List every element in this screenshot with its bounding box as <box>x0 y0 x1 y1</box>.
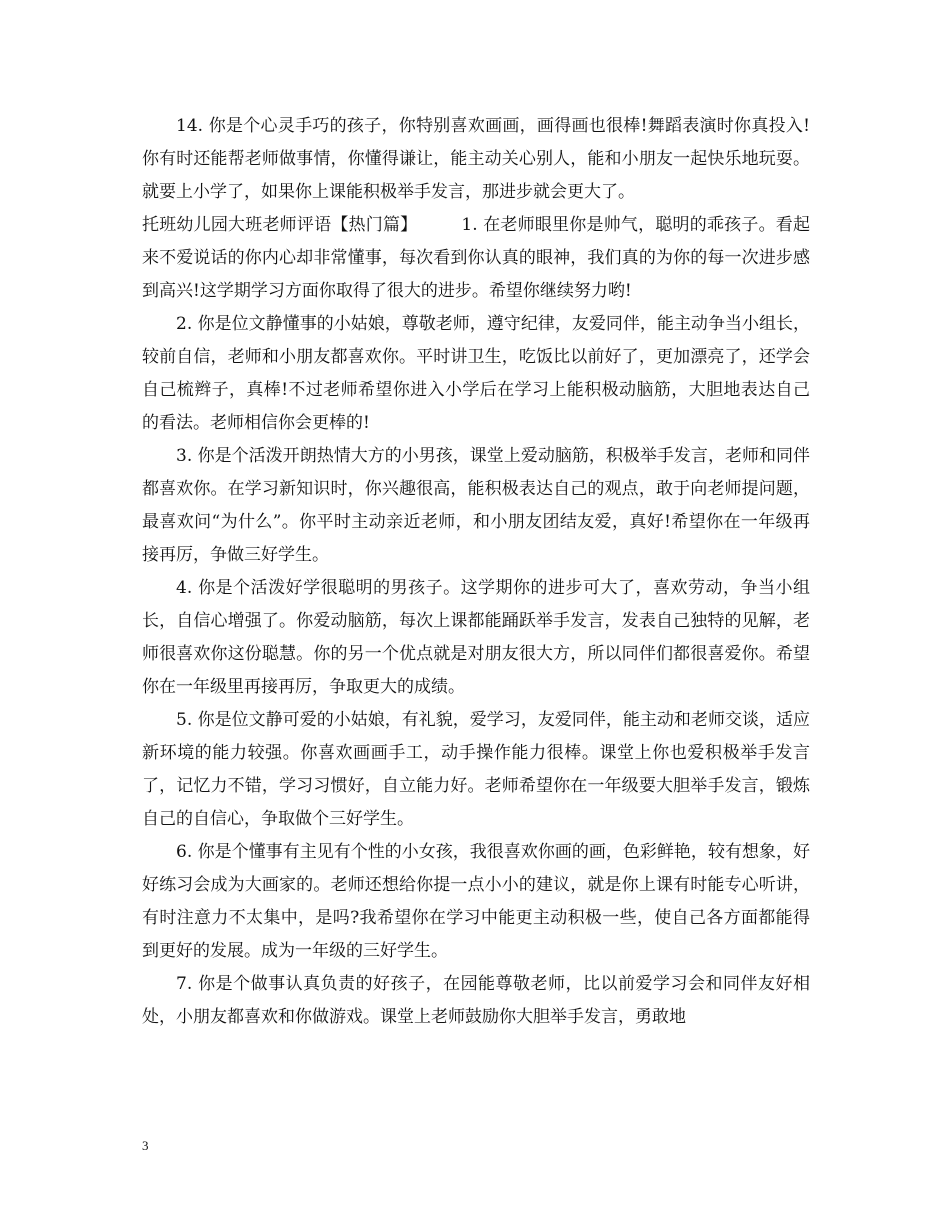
paragraph-3: 3. 你是个活泼开朗热情大方的小男孩，课堂上爱动脑筋，积极举手发言，老师和同伴都喜欢你。在学习新知识时，你兴趣很高，能积极表达自己的观点，敢于向老师提问题，最喜欢问“为什么”。你平时主动亲近老师，和小朋友团结友爱，真好!希望你在一年级再接再厉，争做三好学生。 <box>142 446 810 565</box>
section-heading: 托班幼儿园大班老师评语【热门篇】 <box>142 215 418 235</box>
paragraph-1: 1. 在老师眼里你是帅气，聪明的乖孩子。看起来不爱说话的你内心却非常懂事，每次看到你认真的眼神，我们真的为你的每一次进步感到高兴!这学期学习方面你取得了很大的进步。希望你继续努力哟! <box>142 215 811 301</box>
document-body <box>142 110 810 1034</box>
paragraph-7: 7. 你是个做事认真负责的好孩子，在园能尊敬老师，比以前爱学习会和同伴友好相处，小朋友都喜欢和你做游戏。课堂上老师鼓励你大胆举手发言，勇敢地 <box>142 974 810 1027</box>
paragraph-2: 2. 你是位文静懂事的小姑娘，尊敬老师，遵守纪律，友爱同伴，能主动争当小组长，较前自信，老师和小朋友都喜欢你。平时讲卫生，吃饭比以前好了，更加漂亮了，还学会自己梳辫子，真棒!不过老师希望你进入小学后在学习上能积极动脑筋，大胆地表达自己的看法。老师相信你会更棒的! <box>142 314 810 433</box>
page-number: 3 <box>142 1138 149 1153</box>
paragraph-14: 14. 你是个心灵手巧的孩子，你特别喜欢画画，画得画也很棒!舞蹈表演时你真投入!你有时还能帮老师做事情，你懂得谦让，能主动关心别人，能和小朋友一起快乐地玩耍。就要上小学了，如果你上课能积极举手发言，那进步就会更大了。 <box>142 116 810 202</box>
section-heading-paragraph <box>142 209 810 308</box>
paragraph-4: 4. 你是个活泼好学很聪明的男孩子。这学期你的进步可大了，喜欢劳动，争当小组长，自信心增强了。你爱动脑筋，每次上课都能踊跃举手发言，发表自己独特的见解，老师很喜欢你这份聪慧。你的另一个优点就是对朋友很大方，所以同伴们都很喜爱你。希望你在一年级里再接再厉，争取更大的成绩。 <box>142 578 810 697</box>
paragraph-5: 5. 你是位文静可爱的小姑娘，有礼貌，爱学习，友爱同伴，能主动和老师交谈，适应新环境的能力较强。你喜欢画画手工，动手操作能力很棒。课堂上你也爱积极举手发言了，记忆力不错，学习习惯好，自立能力好。老师希望你在一年级要大胆举手发言，锻炼自己的自信心，争取做个三好学生。 <box>142 710 810 829</box>
paragraph-6: 6. 你是个懂事有主见有个性的小女孩，我很喜欢你画的画，色彩鲜艳，较有想象，好好练习会成为大画家的。老师还想给你提一点小小的建议，就是你上课有时能专心听讲，有时注意力不太集中，是吗?我希望你在学习中能更主动积极一些，使自己各方面都能得到更好的发展。成为一年级的三好学生。 <box>142 842 810 961</box>
